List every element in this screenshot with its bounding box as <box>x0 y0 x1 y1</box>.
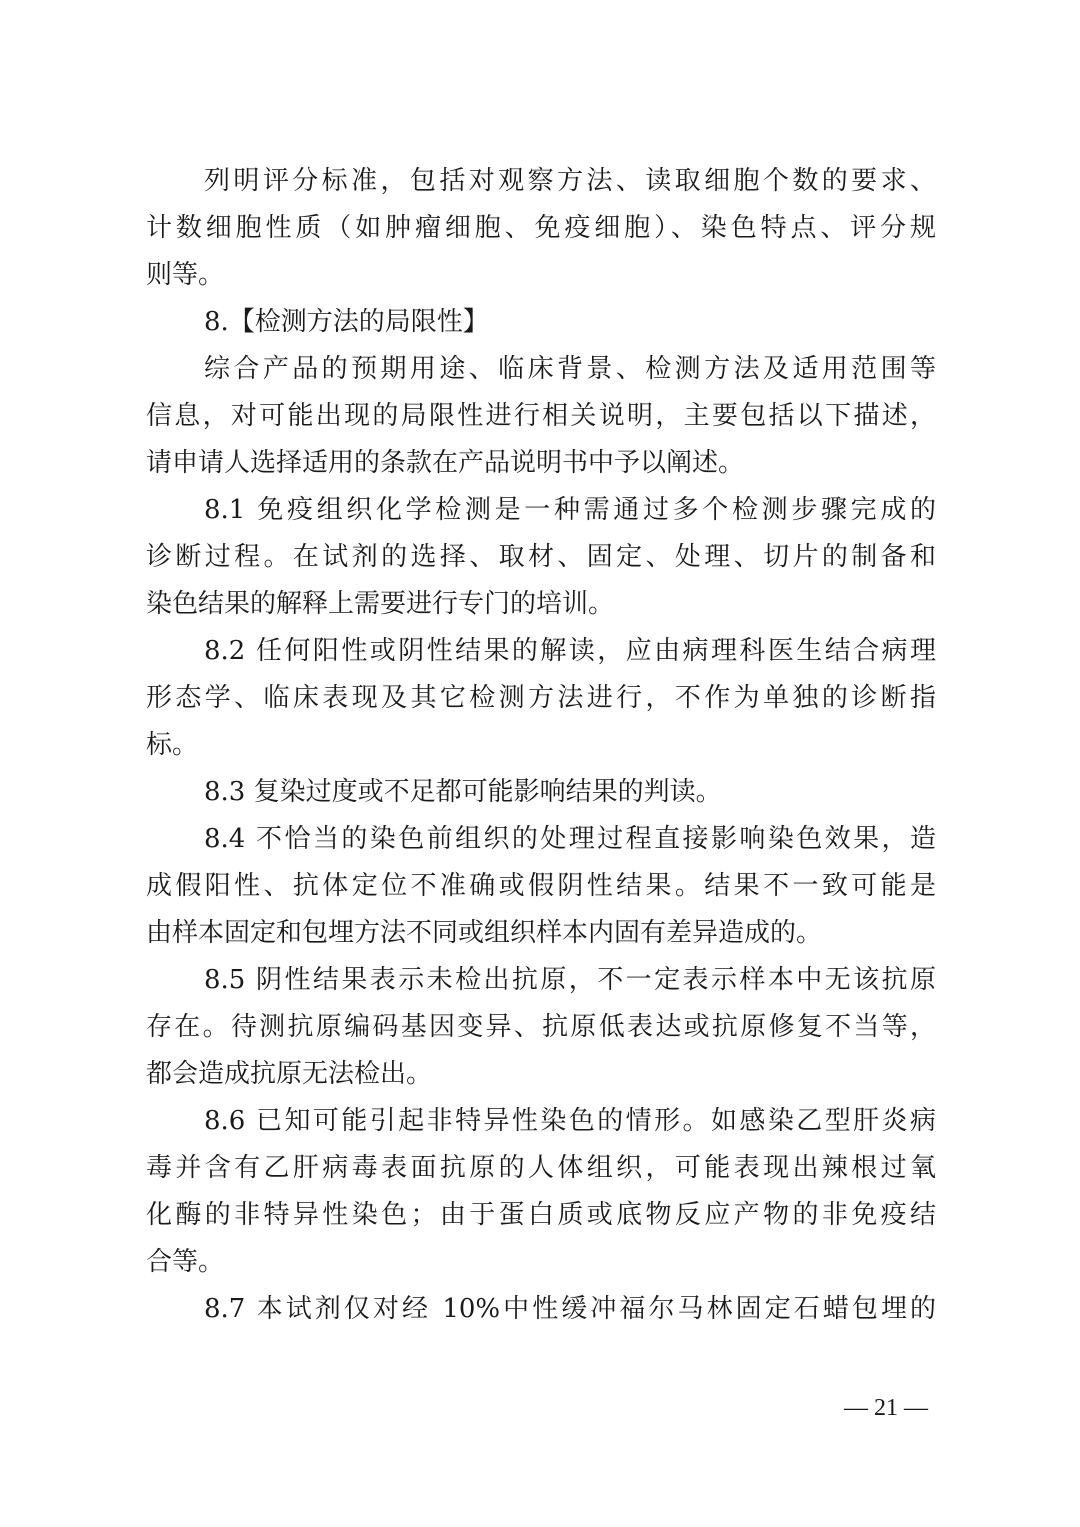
text-line: 化酶的非特异性染色；由于蛋白质或底物反应产物的非免疫结 <box>146 1200 936 1230</box>
text-line: 8.2 任何阳性或阴性结果的解读，应由病理科医生结合病理 <box>204 636 936 666</box>
page-number: — 21 — <box>844 1395 928 1421</box>
text-line: 8.【检测方法的局限性】 <box>204 307 489 337</box>
text-line: 请申请人选择适用的条款在产品说明书中予以阐述。 <box>146 448 745 478</box>
text-line: 8.6 已知可能引起非特异性染色的情形。如感染乙型肝炎病 <box>204 1106 936 1136</box>
text-line: 8.7 本试剂仅对经 10%中性缓冲福尔马林固定石蜡包埋的 <box>204 1294 936 1324</box>
text-line: 毒并含有乙肝病毒表面抗原的人体组织，可能表现出辣根过氧 <box>146 1153 936 1183</box>
text-line: 则等。 <box>146 260 225 290</box>
document-body <box>146 158 936 1333</box>
text-line: 形态学、临床表现及其它检测方法进行，不作为单独的诊断指 <box>146 683 936 713</box>
text-line: 诊断过程。在试剂的选择、取材、固定、处理、切片的制备和 <box>146 542 936 572</box>
text-line: 由样本固定和包埋方法不同或组织样本内固有差异造成的。 <box>146 918 823 948</box>
text-line: 标。 <box>146 730 199 760</box>
text-line: 合等。 <box>146 1247 225 1277</box>
text-line: 8.3 复染过度或不足都可能影响结果的判读。 <box>204 777 722 807</box>
text-line: 存在。待测抗原编码基因变异、抗原低表达或抗原修复不当等， <box>146 1012 936 1042</box>
text-line: 计数细胞性质（如肿瘤细胞、免疫细胞）、染色特点、评分规 <box>146 213 936 243</box>
text-line: 都会造成抗原无法检出。 <box>146 1059 433 1089</box>
text-line: 成假阳性、抗体定位不准确或假阴性结果。结果不一致可能是 <box>146 871 936 901</box>
text-line: 8.5 阴性结果表示未检出抗原，不一定表示样本中无该抗原 <box>204 965 936 995</box>
text-line: 信息，对可能出现的局限性进行相关说明，主要包括以下描述， <box>146 401 936 431</box>
text-line: 8.4 不恰当的染色前组织的处理过程直接影响染色效果，造 <box>204 824 936 854</box>
text-line: 综合产品的预期用途、临床背景、检测方法及适用范围等 <box>204 354 936 384</box>
text-line: 8.1 免疫组织化学检测是一种需通过多个检测步骤完成的 <box>204 495 936 525</box>
text-line: 染色结果的解释上需要进行专门的培训。 <box>146 589 615 619</box>
text-line: 列明评分标准，包括对观察方法、读取细胞个数的要求、 <box>204 166 936 196</box>
